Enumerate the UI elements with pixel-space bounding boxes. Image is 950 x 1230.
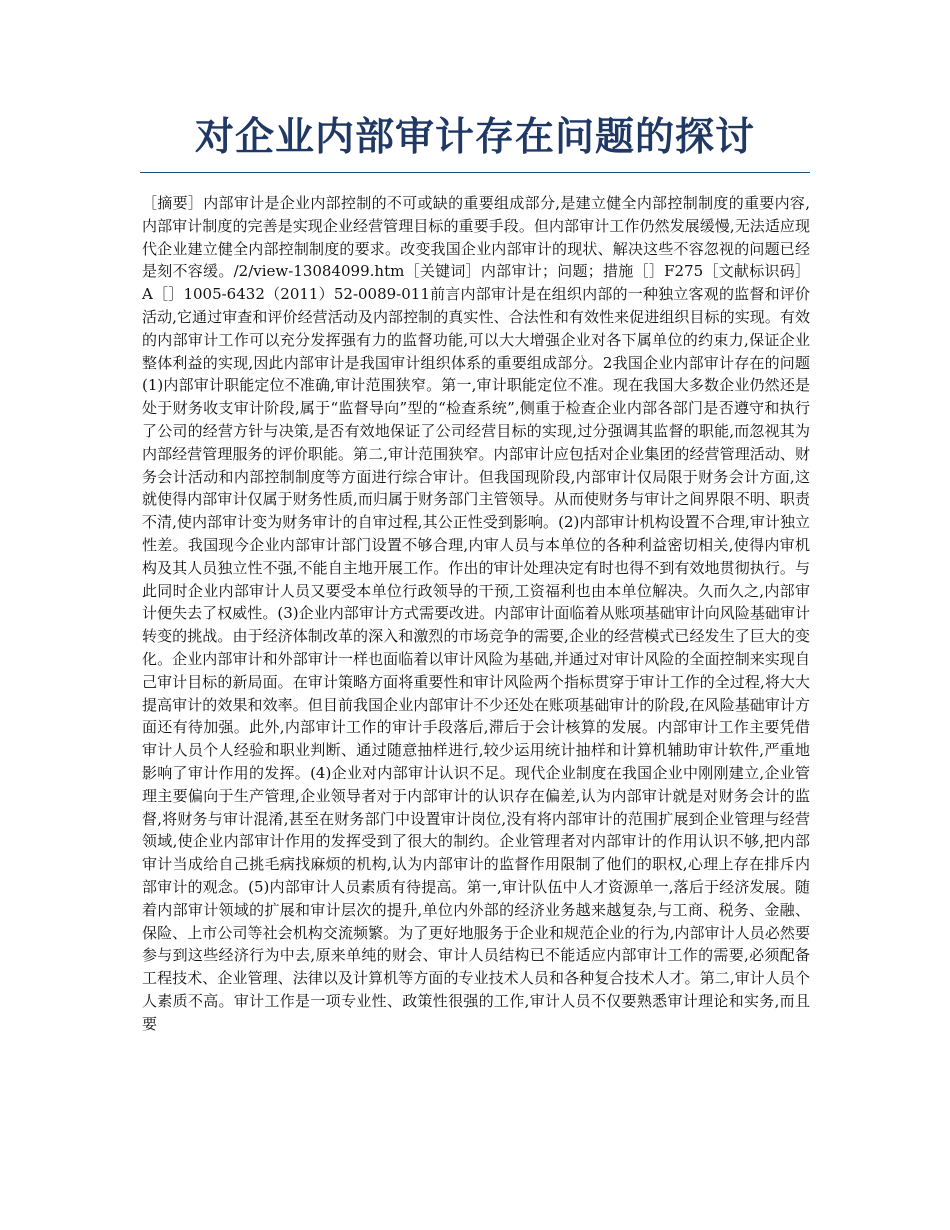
document-title: 对企业内部审计存在问题的探讨: [194, 115, 755, 160]
document-body: ［摘要］内部审计是企业内部控制的不可或缺的重要组成部分,是建立健全内部控制制度的重要内容,内部审计制度的完善是实现企业经营管理目标的重要手段。但内部审计工作仍然发展缓慢,无法适应现代企业建立健全内部控制制度的要求。改变我国企业内部审计的现状、解决这些不容忽视的问题已经是刻不容缓。/2/view-13084099.htm［关键词］内部审计；问题；措施［］F275［文献标识码］A［］1005-6432（2011）52-0089-011前言内部审计是在组织内部的一种独立客观的监督和评价活动,它通过审查和评价经营活动及内部控制的真实性、合法性和有效性来促进组织目标的实现。有效的内部审计工作可以充分发挥强有力的监督功能,可以大大增强企业对各下属单位的约束力,保证企业整体利益的实现,因此内部审计是我国审计组织体系的重要组成部分。2我国企业内部审计存在的问题(1)内部审计职能定位不准确,审计范围狭窄。第一,审计职能定位不准。现在我国大多数企业仍然还是处于财务收支审计阶段,属于“监督导向”型的“检查系统”,侧重于检查企业内部各部门是否遵守和执行了公司的经营方针与决策,是否有效地保证了公司经营目标的实现,过分强调其监督的职能,而忽视其为内部经营管理服务的评价职能。第二,审计范围狭窄。内部审计应包括对企业集团的经营管理活动、财务会计活动和内部控制制度等方面进行综合审计。但我国现阶段,内部审计仅局限于财务会计方面,这就使得内部审计仅属于财务性质,而归属于财务部门主管领导。从而使财务与审计之间界限不明、职责不清,使内部审计变为财务审计的自审过程,其公正性受到影响。(2)内部审计机构设置不合理,审计独立性差。我国现今企业内部审计部门设置不够合理,内审人员与本单位的各种利益密切相关,使得内审机构及其人员独立性不强,不能自主地开展工作。作出的审计处理决定有时也得不到有效地贯彻执行。与此同时企业内部审计人员又要受本单位行政领导的干预,工资福利也由本单位解决。久而久之,内部审计便失去了权威性。(3)企业内部审计方式需要改进。内部审计面临着从账项基础审计向风险基础审计转变的挑战。由于经济体制改革的深入和激烈的市场竞争的需要,企业的经营模式已经发生了巨大的变化。企业内部审计和外部审计一样也面临着以审计风险为基础,并通过对审计风险的全面控制来实现自己审计目标的新局面。在审计策略方面将重要性和审计风险两个指标贯穿于审计工作的全过程,将大大提高审计的效果和效率。但目前我国企业内部审计不少还处在账项基础审计的阶段,在风险基础审计方面还有待加强。此外,内部审计工作的审计手段落后,滞后于会计核算的发展。内部审计工作主要凭借审计人员个人经验和职业判断、通过随意抽样进行,较少运用统计抽样和计算机辅助审计软件,严重地影响了审计作用的发挥。(4)企业对内部审计认识不足。现代企业制度在我国企业中刚刚建立,企业管理主要偏向于生产管理,企业领导者对于内部审计的认识存在偏差,认为内部审计就是对财务会计的监督,将财务与审计混淆,甚至在财务部门中设置审计岗位,没有将内部审计的范围扩展到企业管理与经营领域,使企业内部审计作用的发挥受到了很大的制约。企业管理者对内部审计的作用认识不够,把内部审计当成给自己挑毛病找麻烦的机构,认为内部审计的监督作用限制了他们的职权,心理上存在排斥内部审计的观念。(5)内部审计人员素质有待提高。第一,审计队伍中人才资源单一,落后于经济发展。随着内部审计领域的扩展和审计层次的提升,单位内外部的经济业务越来越复杂,与工商、税务、金融、保险、上市公司等社会机构交流频繁。为了更好地服务于企业和规范企业的行为,内部审计人员必然要参与到这些经济行为中去,原来单纯的财会、审计人员结构已不能适应内部审计工作的需要,必须配备工程技术、企业管理、法律以及计算机等方面的专业技术人员和各种复合技术人才。第二,审计人员个人素质不高。审计工作是一项专业性、政策性很强的工作,审计人员不仅要熟悉审计理论和实务,而且要: [142, 194, 810, 1033]
title-underline: [140, 172, 810, 173]
